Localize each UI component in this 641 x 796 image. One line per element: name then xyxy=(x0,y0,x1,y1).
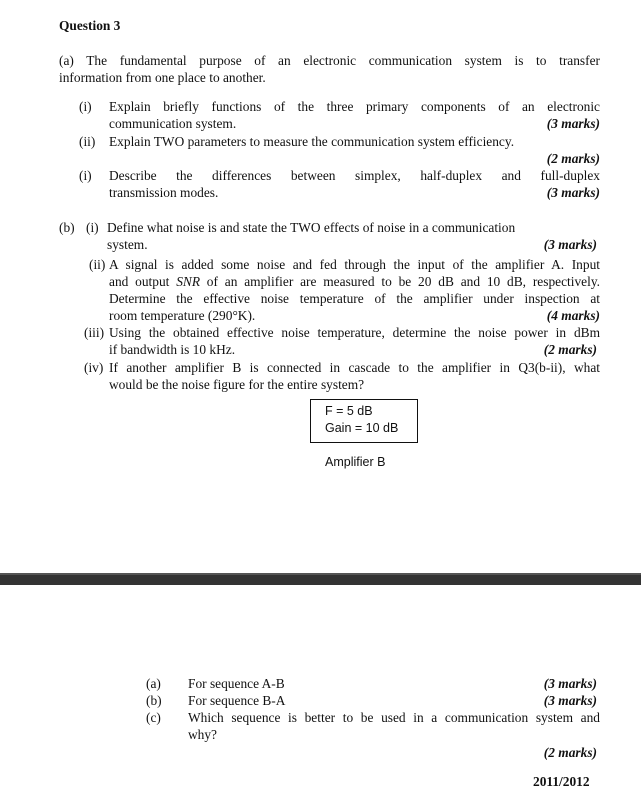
part-a-item-3 xyxy=(79,167,600,201)
part-b-item-4 xyxy=(84,359,600,393)
marks-label: (2 marks) xyxy=(543,745,597,760)
item-text-line1: Explain briefly functions of the three primary components of an electronic xyxy=(109,99,600,114)
marks-label: (3 marks) xyxy=(543,237,597,252)
item-text-line3: Determine the effective noise temperature of the amplifier under inspection at xyxy=(109,291,600,306)
part-a-intro-line1: (a) The fundamental purpose of an electronic communication system is to transfer xyxy=(59,53,600,68)
marks-label: (3 marks) xyxy=(543,693,597,708)
item-text-line1: Explain TWO parameters to measure the communication system efficiency. xyxy=(109,134,515,149)
marks-label: (2 marks) xyxy=(546,151,600,166)
item-text-line1: Describe the differences between simplex, half-duplex and full-duplex xyxy=(109,168,600,183)
item-label: (i) xyxy=(79,99,92,114)
sequence-item-b xyxy=(146,692,597,709)
item-text-line2: why? xyxy=(188,727,218,742)
item-text-line2: would be the noise figure for the entire system? xyxy=(109,377,365,392)
item-text-line2: system. xyxy=(107,237,148,252)
item-text-line2: communication system. xyxy=(109,116,237,131)
item-text: For sequence B-A xyxy=(188,693,286,708)
part-a-intro-line2: information from one place to another. xyxy=(59,70,266,85)
item-text-line1: A signal is added some noise and fed through the input of the amplifier A. Input xyxy=(109,257,600,272)
part-a-item-1 xyxy=(79,98,600,132)
footer-year: 2011/2012 xyxy=(533,774,590,789)
item-text-line1: Which sequence is better to be used in a communication system and xyxy=(188,710,600,725)
item-text-line2: if bandwidth is 10 kHz. xyxy=(109,342,236,357)
part-b-item-3 xyxy=(84,324,600,358)
item-label: (i) xyxy=(79,168,92,183)
item-label: (ii) xyxy=(79,134,96,149)
item-text: For sequence A-B xyxy=(188,676,285,691)
item-text-line2: transmission modes. xyxy=(109,185,219,200)
part-a-intro xyxy=(59,52,600,86)
amplifier-b-box xyxy=(310,399,418,443)
item-text-line1: Define what noise is and state the TWO effects of noise in a communication xyxy=(107,220,516,235)
question-title: Question 3 xyxy=(59,18,121,33)
item-text-line2: and output SNR of an amplifier are measured to be 20 dB and 10 dB, respectively. xyxy=(109,274,600,289)
page-divider xyxy=(0,573,641,585)
item-label: (iii) xyxy=(84,325,105,340)
sequence-item-a xyxy=(146,675,597,692)
item-label: (c) xyxy=(146,710,161,725)
sequence-item-c xyxy=(146,709,600,765)
item-label: (b) xyxy=(146,693,162,708)
item-label: (iv) xyxy=(84,360,104,375)
amplifier-caption: Amplifier B xyxy=(325,455,386,469)
item-label: (a) xyxy=(146,676,161,691)
marks-label: (4 marks) xyxy=(546,308,600,323)
marks-label: (2 marks) xyxy=(543,342,597,357)
item-text-line1: If another amplifier B is connected in cascade to the amplifier in Q3(b-ii), what xyxy=(109,360,600,375)
marks-label: (3 marks) xyxy=(543,676,597,691)
part-b-label: (b) xyxy=(59,220,75,235)
part-b-item-1 xyxy=(86,219,597,253)
amplifier-gain: Gain = 10 dB xyxy=(325,421,399,435)
item-label: (i) xyxy=(86,220,99,235)
item-text-line4: room temperature (290°K). xyxy=(109,308,256,323)
part-b-item-2 xyxy=(89,256,600,324)
marks-label: (3 marks) xyxy=(546,185,600,200)
amplifier-noise-figure: F = 5 dB xyxy=(325,404,373,418)
marks-label: (3 marks) xyxy=(546,116,600,131)
item-text-line1: Using the obtained effective noise temperature, determine the noise power in dBm xyxy=(109,325,600,340)
item-label: (ii) xyxy=(89,257,106,272)
part-a-item-2 xyxy=(79,133,600,167)
